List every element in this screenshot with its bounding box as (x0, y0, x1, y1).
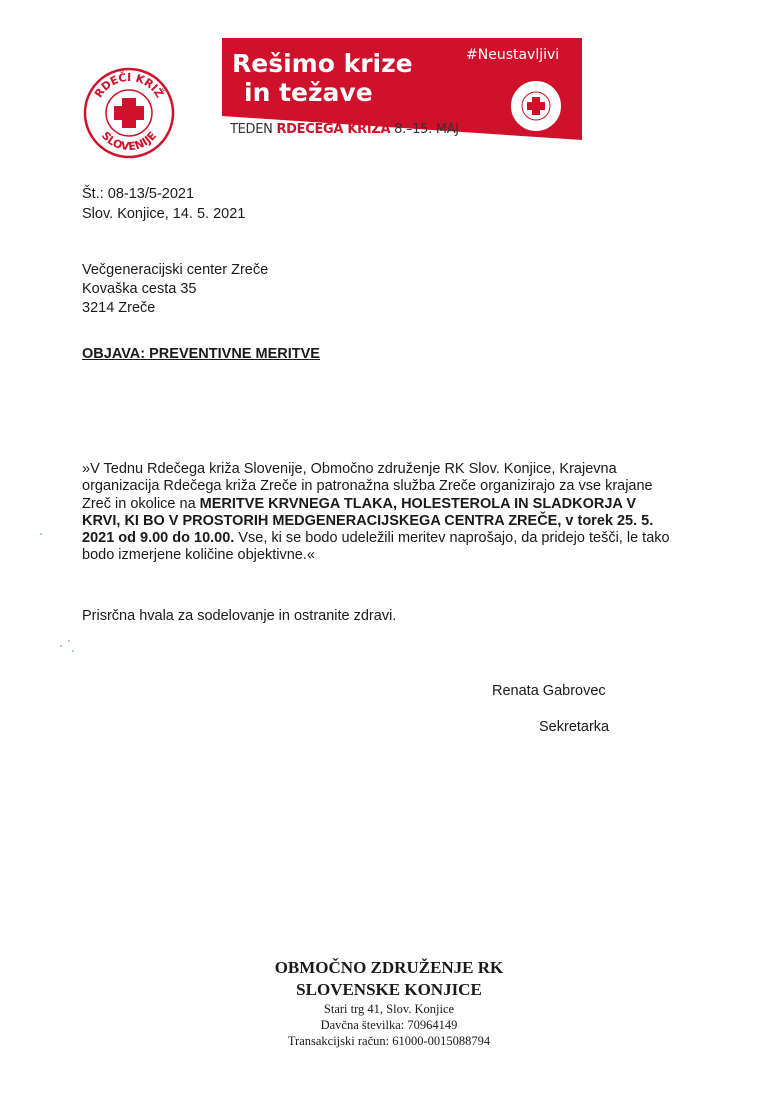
scan-speck (68, 640, 70, 642)
banner-hashtag: #Neustavljivi (466, 47, 560, 63)
footer-address: Stari trg 41, Slov. Konjice (323, 1002, 455, 1016)
banner-red-cross-icon (508, 78, 564, 134)
logo-text-top: RDEČI KRIŽ (92, 70, 166, 101)
organization-footer (0, 957, 778, 1049)
signature-title: Sekretarka (539, 719, 610, 735)
reference-number: Št.: 08-13/5-2021 (82, 186, 195, 202)
announcement-heading: OBJAVA: PREVENTIVNE MERITVE (82, 346, 320, 362)
recipient-street: Kovaška cesta 35 (82, 281, 197, 297)
banner-week-prefix: TEDEN (230, 122, 273, 137)
footer-org-line1: OBMOČNO ZDRUŽENJE RK (274, 958, 504, 977)
campaign-banner (222, 38, 582, 144)
banner-week-highlight: RDEČEGA KRIŽA (276, 122, 391, 137)
footer-org-line2: SLOVENSKE KONJICE (296, 980, 482, 999)
banner-title-line1: Rešimo krize (232, 49, 413, 78)
body-text-bold: MERITVE KRVNEGA TLAKA, HOLESTEROLA IN SLADKORJA V KRVI, KI BO V PROSTORIH MEDGENERACIJSKEGA CENTRA ZREČE, v torek 25. 5. 2021 od 9.00 do 10.00. (82, 495, 654, 547)
red-cross-slovenia-logo (82, 66, 176, 160)
svg-text:RDEČI KRIŽ (92, 71, 166, 100)
logo-text-bottom: SLOVENIJE (98, 129, 160, 154)
thanks-line: Prisrčna hvala za sodelovanje in ostranite zdravi. (82, 608, 397, 624)
recipient-city: 3214 Zreče (82, 300, 156, 316)
announcement-body (82, 461, 672, 565)
scan-speck (72, 650, 74, 652)
banner-week-dates: 8.–15. MAJ (394, 122, 459, 137)
body-text-part1: »V Tednu Rdečega križa Slovenije, Območno združenje RK Slov. Konjice, Krajevna organizacija Rdečega križa Zreče in patronažna služba Zreče organizirajo za vse krajane Zreč in okolice na (82, 461, 653, 512)
signature-name: Renata Gabrovec (492, 683, 606, 699)
place-date: Slov. Konjice, 14. 5. 2021 (82, 206, 246, 222)
footer-bank-account: Transakcijski račun: 61000-0015088794 (287, 1034, 491, 1048)
svg-text:SLOVENIJE (99, 129, 159, 153)
banner-title-line2: in težave (244, 78, 373, 107)
body-text-part2: Vse, ki se bodo udeležili meritev naprošajo, da pridejo tešči, le tako bodo izmerjene količine objektivne.« (82, 530, 670, 564)
banner-week-caption (230, 122, 459, 137)
scan-speck (40, 533, 42, 535)
recipient-name: Večgeneracijski center Zreče (82, 262, 269, 278)
scan-speck (60, 645, 62, 647)
footer-tax-number: Davčna številka: 70964149 (320, 1018, 458, 1032)
